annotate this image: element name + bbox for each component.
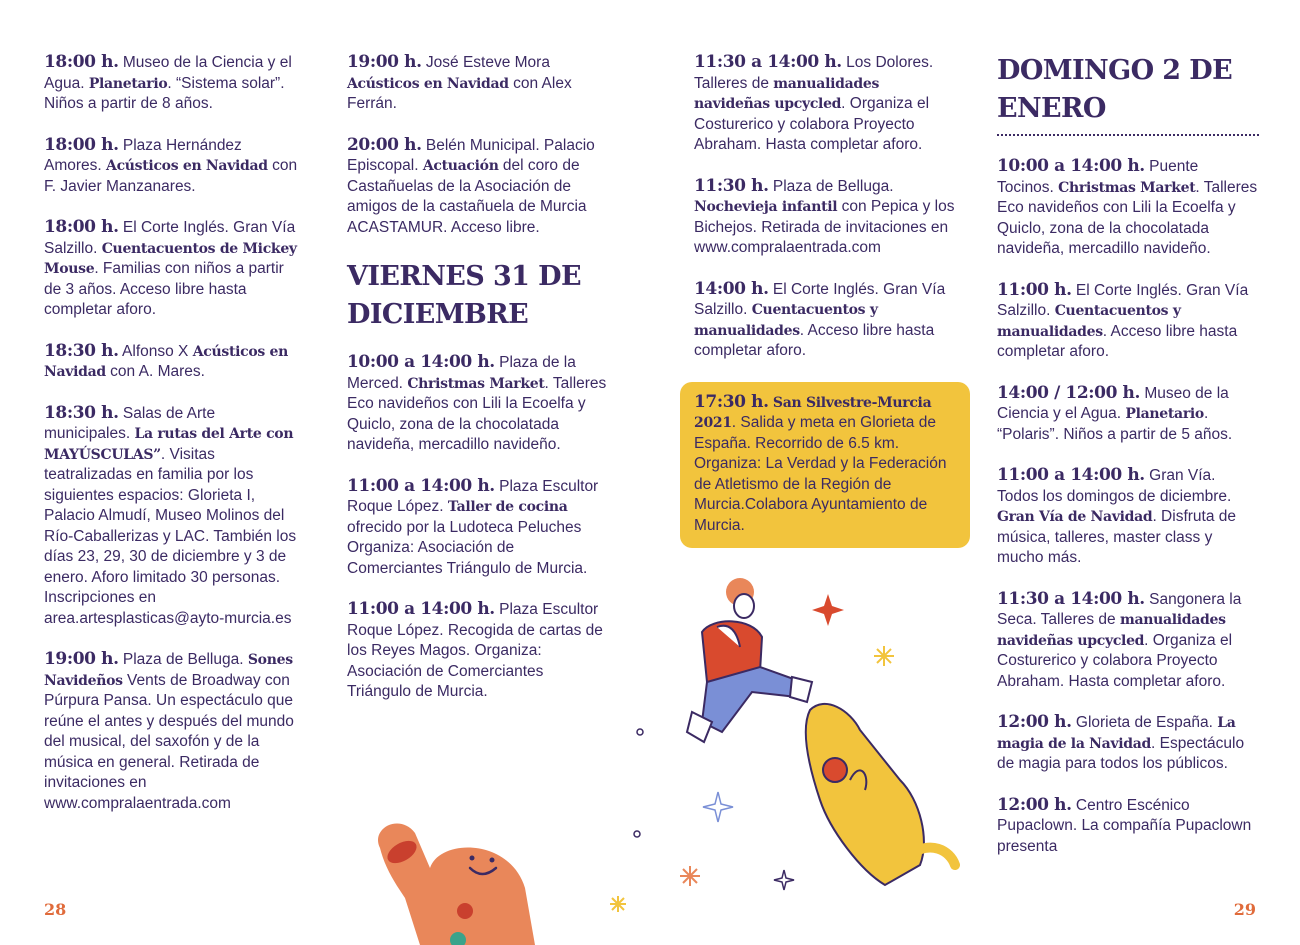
event-text: Belén Municipal. Palacio Episcopal. bbox=[347, 136, 595, 174]
event-text: Centro Escénico Pupaclown. La compañía Pupaclown presenta bbox=[997, 796, 1252, 855]
event-time: 19:00 h. bbox=[44, 649, 119, 669]
dot-icon bbox=[637, 729, 643, 735]
sparkle-icon bbox=[812, 594, 844, 626]
event-title: Sones Navideños bbox=[44, 652, 293, 689]
event-time: 11:00 a 14:00 h. bbox=[347, 599, 495, 619]
event-entry bbox=[347, 52, 609, 115]
event-text: con A. Mares. bbox=[105, 363, 205, 380]
event-text: Alfonso X bbox=[118, 342, 193, 360]
event-text: . Talleres Eco navideños con Lili la Ecoelfa y Quiclo, zona de la chocolatada navideña, mercadillo navideño. bbox=[347, 374, 607, 453]
sparkle-icon bbox=[874, 646, 894, 666]
event-entry bbox=[44, 135, 302, 198]
event-entry bbox=[997, 280, 1259, 363]
event-time: 19:00 h. bbox=[347, 52, 422, 72]
day-heading-sunday: DOMINGO 2 DE ENERO bbox=[997, 55, 1233, 124]
event-title: manualidades navideñas upcycled bbox=[997, 612, 1226, 649]
event-text: . “Polaris”. Niños a partir de 5 años. bbox=[997, 405, 1233, 443]
event-text: Plaza de Belluga. bbox=[118, 651, 248, 668]
sparkle-icon bbox=[610, 896, 626, 912]
event-time: 18:00 h. bbox=[44, 52, 119, 72]
event-title: La magia de la Navidad bbox=[997, 715, 1236, 752]
event-text: . Acceso libre hasta completar aforo. bbox=[694, 321, 935, 359]
event-entry bbox=[44, 52, 302, 115]
event-text: . Acceso libre hasta completar aforo. bbox=[997, 322, 1238, 360]
event-title: Cuentacuentos y manualidades bbox=[694, 302, 878, 339]
event-entry bbox=[997, 712, 1259, 775]
event-text: Sangonera la Seca. Talleres de bbox=[997, 590, 1242, 628]
event-time: 12:00 h. bbox=[997, 794, 1072, 815]
column-1 bbox=[44, 52, 302, 834]
event-text: . Familias con niños a partir de 3 años. Acceso libre hasta completar aforo. bbox=[44, 260, 284, 318]
event-text: Museo de la Ciencia y el Agua. bbox=[997, 384, 1229, 422]
event-time: 18:30 h. bbox=[44, 402, 119, 423]
event-title: Christmas Market bbox=[1058, 179, 1196, 196]
event-text: Puente Tocinos. bbox=[997, 158, 1199, 196]
event-text: ofrecido por la Ludoteca Peluches Organiza: Asociación de Comerciantes Triángulo de Murcia. bbox=[347, 518, 588, 577]
event-title: La rutas del Arte con MAYÚSCULAS” bbox=[44, 426, 294, 463]
event-text: del coro de Castañuelas de la Asociación de amigos de la castañuela de Murcia ACASTAMUR. Acceso libre. bbox=[347, 157, 587, 236]
event-text: José Esteve Mora bbox=[421, 54, 550, 71]
event-entry bbox=[44, 341, 302, 383]
event-text: El Corte Inglés. Gran Vía Salzillo. bbox=[44, 219, 296, 257]
event-entry bbox=[694, 279, 956, 362]
event-title: San Silvestre-Murcia 2021 bbox=[694, 394, 932, 431]
event-time: 18:00 h. bbox=[44, 134, 119, 155]
event-title: manualidades navideñas upcycled bbox=[694, 75, 880, 112]
event-text: Salas de Arte municipales. bbox=[44, 404, 216, 442]
event-entry bbox=[44, 649, 302, 814]
event-title: Cuentacuentos de Mickey Mouse bbox=[44, 240, 297, 277]
event-entry bbox=[347, 599, 609, 703]
event-time: 10:00 a 14:00 h. bbox=[997, 156, 1145, 176]
event-text: . Espectáculo de magia para todos los públicos. bbox=[997, 734, 1245, 772]
highlight-event-box bbox=[680, 382, 970, 549]
event-title: Planetario bbox=[88, 75, 168, 92]
event-text: Glorieta de España. bbox=[1071, 714, 1218, 731]
event-time: 11:00 a 14:00 h. bbox=[997, 465, 1145, 485]
event-entry bbox=[347, 476, 609, 580]
gingerbread-illustration bbox=[360, 808, 560, 945]
event-title: Planetario bbox=[1125, 406, 1204, 422]
event-entry bbox=[997, 465, 1259, 569]
event-text: El Corte Inglés. Gran Vía Salzillo. bbox=[694, 280, 946, 318]
event-title: Christmas Market bbox=[407, 375, 545, 392]
day-heading-friday: VIERNES 31 DE DICIEMBRE bbox=[347, 261, 581, 330]
event-text: Museo de la Ciencia y el Agua. bbox=[44, 54, 292, 92]
event-entry bbox=[997, 795, 1259, 858]
event-text: Los Dolores. Talleres de bbox=[694, 54, 934, 92]
event-time: 18:00 h. bbox=[44, 217, 119, 237]
event-time: 12:00 h. bbox=[997, 712, 1072, 732]
event-entry bbox=[347, 352, 609, 456]
day-heading-wrapper bbox=[997, 52, 1259, 136]
event-time: 11:30 a 14:00 h. bbox=[694, 52, 842, 72]
event-time: 14:00 / 12:00 h. bbox=[997, 382, 1141, 403]
event-entry bbox=[44, 403, 302, 630]
event-entry bbox=[997, 589, 1259, 693]
event-text: . Salida y meta en Glorieta de España. Recorrido de 6.5 km. Organiza: La Verdad y la Federación de Atletismo de la Región de Murcia.Colabora Ayuntamiento de Murcia. bbox=[694, 414, 947, 534]
event-text: El Corte Inglés. Gran Vía Salzillo. bbox=[997, 281, 1249, 319]
event-text: . Talleres Eco navideños con Lili la Ecoelfa y Quiclo, zona de la chocolatada navideña, mercadillo navideño. bbox=[997, 178, 1258, 257]
dot-icon bbox=[634, 831, 640, 837]
event-text: Plaza Escultor Roque López. bbox=[347, 477, 599, 515]
event-text: . Disfruta de música, talleres, master class y mucho más. bbox=[997, 508, 1236, 566]
event-time: 18:30 h. bbox=[44, 340, 119, 361]
event-time: 11:30 a 14:00 h. bbox=[997, 588, 1145, 609]
event-text: . “Sistema solar”. Niños a partir de 8 años. bbox=[44, 74, 285, 112]
column-2 bbox=[347, 52, 609, 723]
event-text: Plaza Hernández Amores. bbox=[44, 136, 242, 174]
event-time: 11:00 h. bbox=[997, 279, 1072, 300]
sparkle-icon bbox=[774, 870, 794, 890]
event-text: Plaza Escultor Roque López. Recogida de cartas de los Reyes Magos. Organiza: Asociación de Comerciantes Triángulo de Murcia. bbox=[347, 601, 603, 700]
event-entry bbox=[694, 52, 956, 156]
event-time: 11:00 a 14:00 h. bbox=[347, 475, 495, 496]
event-text: . Visitas teatralizadas en familia por los siguientes espacios: Glorieta I, Palacio Almudí, Museo Molinos del Río-Caballerizas y LAC. También los días 23, 29, 30 de diciembre y 3 de enero. Aforo limitado 30 personas. Inscripciones en area.artesplasticas@ayto-murcia.es bbox=[44, 445, 297, 627]
sparkle-icon bbox=[680, 866, 700, 886]
event-title: Cuentacuentos y manualidades bbox=[997, 303, 1181, 340]
event-title: Actuación bbox=[422, 158, 499, 174]
page-number-left: 28 bbox=[44, 900, 67, 919]
event-entry bbox=[997, 156, 1259, 260]
event-text: con Pepica y los Bichejos. Retirada de invitaciones en www.compralaentrada.com bbox=[694, 198, 955, 256]
event-text: Plaza de la Merced. bbox=[347, 354, 576, 392]
event-title: Nochevieja infantil bbox=[694, 199, 838, 215]
event-text: Plaza de Belluga. bbox=[768, 177, 894, 195]
event-text: . Organiza el Costurerico y colabora Proyecto Abraham. Hasta completar aforo. bbox=[997, 631, 1233, 690]
sparkle-icon bbox=[703, 792, 733, 822]
column-3 bbox=[694, 52, 956, 548]
event-text: Vents de Broadway con Púrpura Pansa. Un espectáculo que reúne el antes y después del mundo del musical, del saxofón y de la música en general. Retirada de invitaciones en www.compralaentrada.com bbox=[44, 671, 294, 812]
event-entry bbox=[694, 176, 956, 259]
event-entry bbox=[44, 217, 302, 321]
event-entry bbox=[997, 383, 1259, 446]
event-title: Taller de cocina bbox=[447, 499, 568, 515]
event-title: Acústicos en Navidad bbox=[44, 343, 289, 380]
event-title: Acústicos en Navidad bbox=[106, 158, 268, 174]
event-title: Acústicos en Navidad bbox=[347, 75, 509, 92]
event-text: con F. Javier Manzanares. bbox=[44, 157, 298, 195]
sparkle-icons bbox=[600, 590, 910, 920]
event-entry bbox=[347, 135, 609, 239]
event-time: 11:30 h. bbox=[694, 175, 769, 196]
event-time: 14:00 h. bbox=[694, 278, 769, 299]
event-text: con Alex Ferrán. bbox=[347, 74, 572, 112]
event-time: 20:00 h. bbox=[347, 134, 422, 155]
event-time: 17:30 h. bbox=[694, 391, 769, 412]
event-title: Gran Vía de Navidad bbox=[997, 509, 1153, 525]
event-time: 10:00 a 14:00 h. bbox=[347, 352, 495, 372]
column-4 bbox=[997, 52, 1259, 877]
page-number-right: 29 bbox=[1233, 900, 1256, 919]
event-text: . Organiza el Costurerico y colabora Proyecto Abraham. Hasta completar aforo. bbox=[694, 95, 930, 153]
event-text: Gran Vía. Todos los domingos de diciembre. bbox=[997, 467, 1232, 505]
